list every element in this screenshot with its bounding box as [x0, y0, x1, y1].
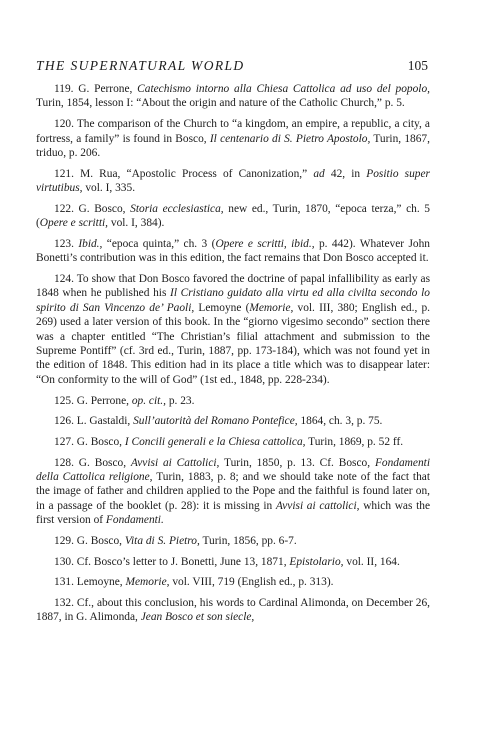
- note-text: 121. M. Rua, “Apostolic Process of Canonization,”: [54, 167, 314, 180]
- note-text: 124. To show that Don Bosco favored the doctrine of papal infallibility as early as 1848 when he published his: [36, 272, 430, 300]
- note-text: vol. VIII, 719 (English ed., p. 313).: [169, 576, 334, 589]
- note-text: which was the first version of: [36, 499, 431, 527]
- note-text: 127. G. Bosco,: [54, 435, 125, 448]
- note-text: vol. I, 384).: [108, 217, 165, 230]
- note-text: Turin, 1883, p. 8; and we should take note of the fact that the image of father and children applied to the Pope and the faithful is found later on, in a passage of the booklet (p. 28): it is missing in: [36, 471, 430, 512]
- endnote-122: [36, 202, 430, 231]
- italic-title: I Concili generali e la Chiesa cattolica,: [124, 435, 306, 448]
- endnote-127: [36, 435, 430, 449]
- note-text: 131. Lemoyne,: [54, 576, 126, 589]
- running-title: THE SUPERNATURAL WORLD: [36, 58, 245, 73]
- note-text: new ed., Turin, 1870, “epoca terza,” ch. 5 (: [36, 202, 430, 230]
- italic-title: Jean Bosco et son siecle,: [140, 611, 255, 624]
- endnote-120: [36, 117, 430, 160]
- note-text: 119. G. Perrone,: [54, 83, 138, 95]
- italic-title: Ibid.,: [78, 237, 103, 250]
- running-head: [36, 58, 428, 74]
- endnotes-list: [36, 82, 430, 631]
- note-text: p. 23.: [166, 394, 195, 407]
- note-text: 120. The comparison of the Church to “a kingdom, an empire, a republic, a city, a fortress, a family” is found in Bosco,: [36, 118, 430, 145]
- page-number: 105: [407, 58, 428, 73]
- endnote-126: [36, 414, 430, 428]
- note-text: 42, in: [324, 167, 367, 180]
- italic-title: Positio super virtutibus,: [36, 167, 430, 195]
- italic-title: Avvisi ai cattolici,: [275, 499, 360, 512]
- italic-title: Fondamenti.: [105, 514, 164, 527]
- italic-title: Storia ecclesiastica,: [130, 202, 224, 215]
- italic-title: op. cit.,: [131, 394, 166, 407]
- note-text: vol. I, 335.: [82, 182, 136, 195]
- italic-title: Opere e scritti, ibid.,: [215, 237, 315, 250]
- note-text: vol. II, 164.: [343, 555, 400, 568]
- italic-title: Memorie,: [125, 576, 170, 589]
- note-text: p. 442). Whatever John Bonetti’s contribution was in this edition, the fact remains that Don Bosco accepted it.: [36, 237, 430, 265]
- italic-title: Epistolario,: [289, 555, 344, 568]
- endnote-129: [36, 534, 430, 548]
- note-text: Turin, 1867, triduo, p. 206.: [36, 132, 430, 159]
- note-text: 125. G. Perrone,: [54, 394, 132, 407]
- italic-title: Vita di S. Pietro,: [124, 534, 200, 547]
- note-text: 123.: [54, 237, 79, 250]
- note-text: 1864, ch. 3, p. 75.: [297, 415, 383, 428]
- note-text: vol. III, 380; English ed., p. 269) used a later version of this book. In the “giorno vigesimo secondo” section there was a chapter entitled “The Christian’s filial attachment and submission to the Supreme Pontiff” (cf. 3rd ed., Turin, 1887, pp. 173-184), which was not found yet in the edition of 1848. This edition had in its place a title which was to disappear later: “On conformity to the will of God” (1st ed., 1848, pp. 228-234).: [36, 301, 430, 386]
- note-text: 128. G. Bosco,: [54, 456, 131, 469]
- note-text: Lemoyne (: [194, 301, 250, 314]
- italic-title: Il centenario di S. Pietro Apostolo,: [209, 132, 371, 145]
- italic-title: Fondamenti della Cattolica religione,: [36, 456, 430, 484]
- note-text: Turin, 1850, p. 13. Cf. Bosco,: [219, 456, 375, 469]
- endnote-131: [36, 575, 430, 589]
- note-text: 132. Cf., about this conclusion, his words to Cardinal Alimonda, on December 26, 1887, in G. Alimonda,: [36, 597, 430, 624]
- note-text: 126. L. Gastaldi,: [54, 415, 134, 428]
- endnote-125: [36, 394, 430, 408]
- endnote-128: [36, 456, 430, 528]
- endnote-130: [36, 555, 430, 569]
- note-text: Turin, 1869, p. 52 ff.: [305, 435, 404, 448]
- note-text: 130. Cf. Bosco’s letter to J. Bonetti, June 13, 1871,: [54, 555, 290, 568]
- italic-title: Avvisi ai Cattolici,: [130, 456, 220, 469]
- note-text: 129. G. Bosco,: [54, 534, 125, 547]
- italic-title: Opere e scritti,: [39, 217, 109, 230]
- endnote-123: [36, 237, 430, 266]
- endnote-119: [36, 82, 430, 111]
- italic-title: Il Cristiano guidato alla virtu ed alla civilta secondo lo spirito di San Vincenzo de’ Paoli,: [36, 287, 431, 314]
- note-text: 122. G. Bosco,: [54, 202, 131, 215]
- note-text: Turin, 1854, lesson I: “About the origin and nature of the Catholic Church,” p. 5.: [36, 97, 405, 110]
- italic-title: Sull’autorità del Romano Pontefice,: [133, 415, 298, 428]
- italic-title: Catechismo intorno alla Chiesa Cattolica ad uso del popolo,: [137, 83, 430, 95]
- note-text: “epoca quinta,” ch. 3 (: [102, 237, 216, 250]
- italic-title: Memorie,: [249, 301, 294, 314]
- note-text: Turin, 1856, pp. 6-7.: [199, 534, 297, 547]
- italic-title: ad: [313, 167, 325, 180]
- endnote-121: [36, 167, 430, 196]
- endnote-124: [36, 272, 430, 387]
- endnote-132: [36, 596, 430, 625]
